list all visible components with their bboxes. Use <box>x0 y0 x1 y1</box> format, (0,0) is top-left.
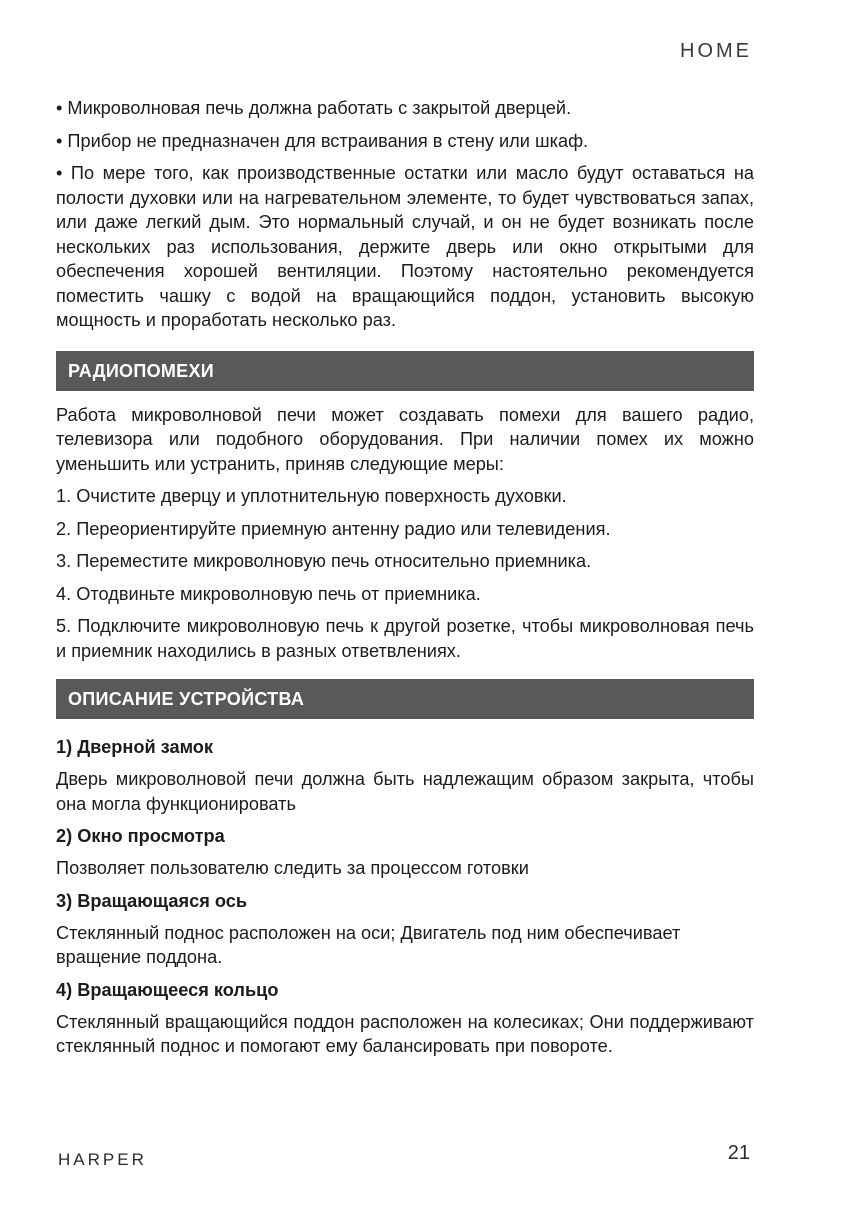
radio-step: 4. Отодвиньте микроволновую печь от приемника. <box>56 583 481 604</box>
page-number: 21 <box>727 1142 750 1164</box>
device-item-text: Стеклянный поднос расположен на оси; Двигатель под ним обеспечивает вращение поддона. <box>56 922 681 967</box>
bullet-item: • Микроволновая печь должна работать с закрытой дверцей. <box>56 98 572 118</box>
device-item-heading: 2) Окно просмотра <box>56 826 225 846</box>
radio-intro: Работа микроволновой печи может создавать помехи для вашего радио, телевизора или подобного оборудования. При наличии помех их можно уменьшить или устранить, приняв следующие меры: <box>56 404 754 474</box>
radio-step: 1. Очистите дверцу и уплотнительную поверхность духовки. <box>56 486 567 506</box>
device-item-text: Позволяет пользователю следить за процессом готовки <box>56 858 529 878</box>
bullet-item: • Прибор не предназначен для встраивания в стену или шкаф. <box>56 130 589 151</box>
radio-step: 2. Переориентируйте приемную антенну радио или телевидения. <box>56 518 611 539</box>
device-item-heading: 4) Вращающееся кольцо <box>56 979 279 1000</box>
device-item-heading: 1) Дверной замок <box>56 737 214 757</box>
device-item-text: Стеклянный вращающийся поддон расположен на колесиках; Они поддерживают стеклянный поднос и помогают ему балансировать при повороте. <box>56 1011 754 1056</box>
section-header-device: ОПИСАНИЕ УСТРОЙСТВА <box>56 679 754 719</box>
page-content <box>56 92 754 1059</box>
radio-step: 5. Подключите микроволновую печь к другой розетке, чтобы микроволновая печь и приемник находились в разных ответвлениях. <box>56 616 754 661</box>
section-header-radio: РАДИОПОМЕХИ <box>56 351 754 391</box>
device-item-heading: 3) Вращающаяся ось <box>56 890 248 911</box>
home-logo <box>680 40 752 63</box>
bullet-item: • По мере того, как производственные остатки или масло будут оставаться на полости духовки или на нагревательном элементе, то будет чувствоваться запах, или даже легкий дым. Это нормальный случай, и он не будет возникать после нескольких раз использования, держите дверь или окно открытыми для обеспечения хорошей вентиляции. Поэтому настоятельно рекомендуется поместить чашку с водой на вращающийся поддон, установить высокую мощность и проработать несколько раз. <box>56 163 754 330</box>
harper-logo: HARPER <box>58 1150 147 1169</box>
home-logo-text: HOME <box>680 40 752 62</box>
device-item-text: Дверь микроволновой печи должна быть надлежащим образом закрыта, чтобы она могла функционировать <box>56 769 754 814</box>
radio-step: 3. Переместите микроволновую печь относительно приемника. <box>56 551 592 571</box>
